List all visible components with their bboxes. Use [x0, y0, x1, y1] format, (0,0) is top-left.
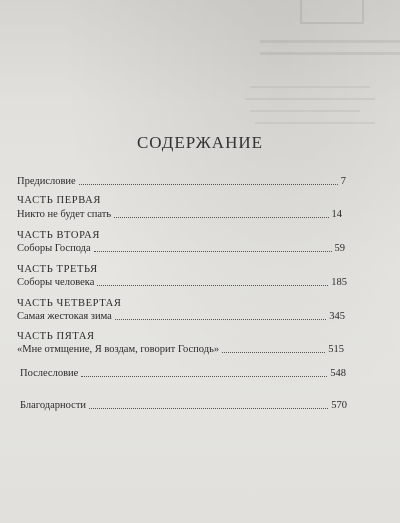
- toc-entry-label: «Мне отмщение, Я воздам, говорит Господь»: [17, 344, 220, 355]
- dot-leader: [94, 251, 332, 252]
- dot-leader: [114, 217, 328, 218]
- toc-entry-page: 345: [329, 311, 345, 322]
- dot-leader: [97, 285, 328, 286]
- part-heading-5: ЧАСТЬ ПЯТАЯ: [17, 331, 95, 342]
- toc-entry-page: 570: [331, 400, 347, 411]
- toc-entry-part-5[interactable]: [17, 344, 344, 355]
- dot-leader: [79, 184, 338, 185]
- toc-entry-label: Соборы человека: [17, 277, 95, 288]
- part-heading-1: ЧАСТЬ ПЕРВАЯ: [17, 195, 101, 206]
- toc-entry-page: 7: [340, 176, 346, 187]
- toc-entry-page: 515: [328, 344, 344, 355]
- toc-entry-part-4[interactable]: [17, 311, 345, 322]
- toc-entry-label: Послесловие: [20, 368, 79, 379]
- part-heading-2: ЧАСТЬ ВТОРАЯ: [17, 230, 100, 241]
- toc-entry-page: 548: [330, 368, 346, 379]
- toc-entry-label: Соборы Господа: [17, 243, 91, 254]
- toc-entry-part-3[interactable]: [17, 277, 347, 288]
- toc-entry-page: 59: [334, 243, 345, 254]
- part-heading-3: ЧАСТЬ ТРЕТЬЯ: [17, 264, 98, 275]
- toc-entry-page: 185: [331, 277, 347, 288]
- toc-entry-page: 14: [331, 209, 342, 220]
- toc-entry-preface[interactable]: [17, 176, 346, 187]
- dot-leader: [81, 376, 327, 377]
- contents-heading: СОДЕРЖАНИЕ: [136, 133, 264, 152]
- dot-leader: [115, 319, 326, 320]
- dot-leader: [222, 352, 325, 353]
- dot-leader: [89, 408, 328, 409]
- toc-entry-label: Благодарности: [20, 400, 87, 411]
- toc-entry-part-1[interactable]: [17, 209, 342, 220]
- toc-entry-part-2[interactable]: [17, 243, 345, 254]
- toc-entry-acknowledgments[interactable]: [20, 400, 347, 411]
- toc-entry-label: Самая жестокая зима: [17, 311, 112, 322]
- toc-entry-afterword[interactable]: [20, 368, 346, 379]
- toc-entry-label: Предисловие: [17, 176, 76, 187]
- toc-entry-label: Никто не будет спать: [17, 209, 112, 220]
- part-heading-4: ЧАСТЬ ЧЕТВЕРТАЯ: [17, 298, 122, 309]
